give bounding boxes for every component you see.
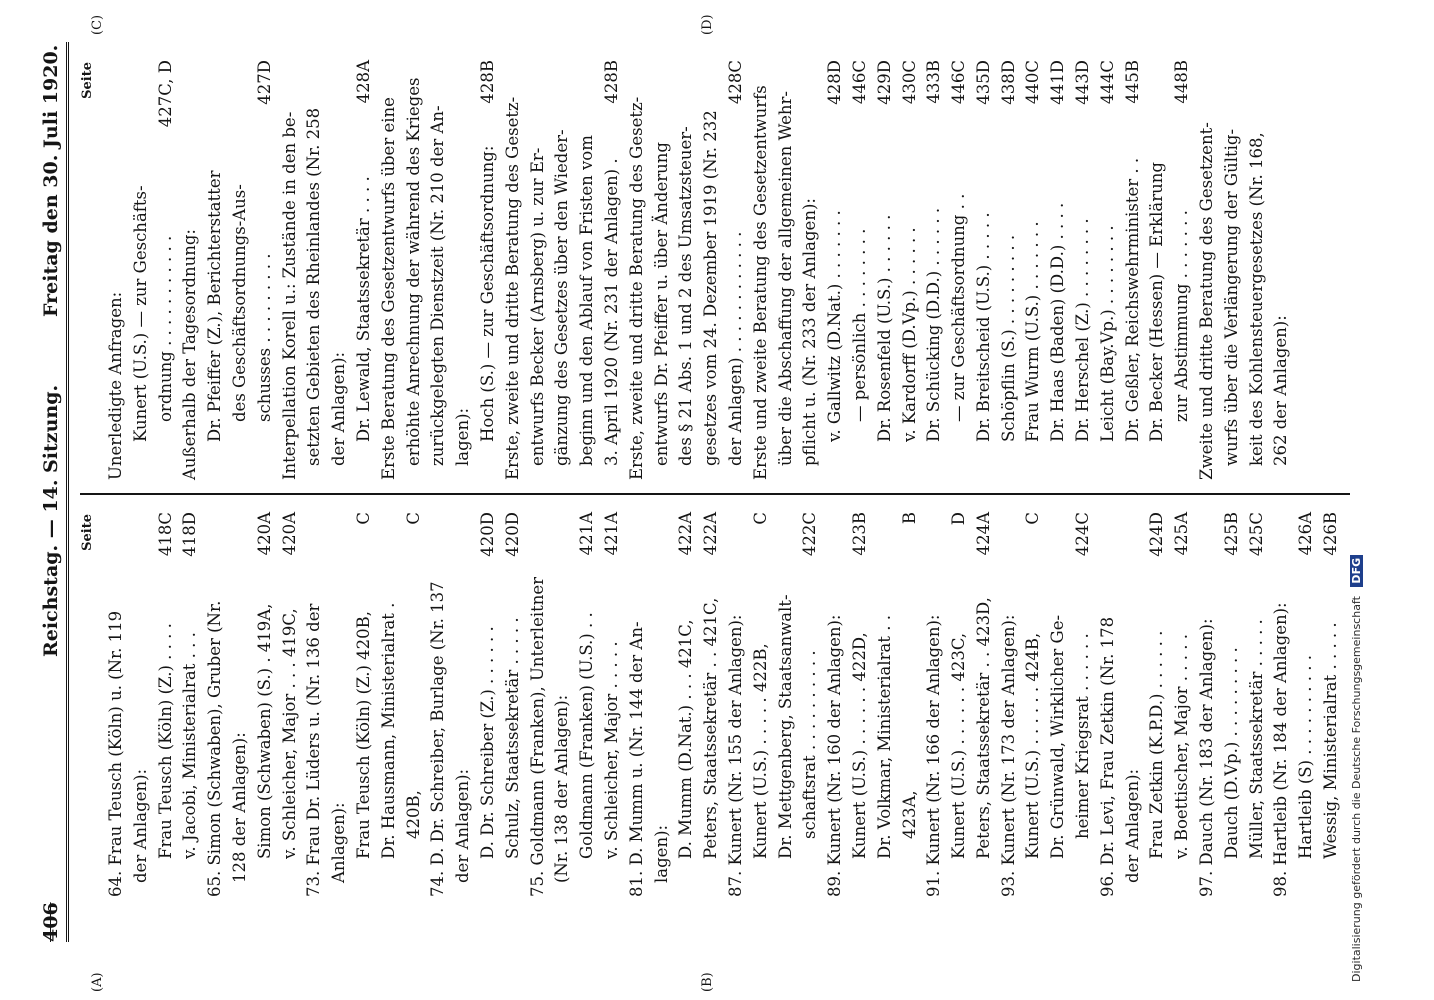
entry-page-ref: 420D [502,512,522,557]
index-entry [104,512,129,897]
entry-page-ref: 428B [601,60,621,104]
entry-text: 81. D. Mumm u. (Nr. 144 der An- [626,621,646,897]
index-entry [451,512,476,897]
entry-text: 97. Dauch (Nr. 183 der Anlagen): [1197,618,1217,897]
index-entry [650,60,675,480]
credit-text: Digitalisierung gefördert durch die Deutsche Forschungsgemeinschaft [1350,596,1363,982]
running-header [40,42,66,942]
index-entry [451,60,476,480]
entry-text: 89. Kunert (Nr. 160 der Anlagen): [825,614,845,897]
entry-text: — persönlich . . . . . . . . [849,228,869,422]
index-entry [352,60,377,480]
index-entry [1121,512,1146,897]
index-entry [873,512,898,897]
index-entry [526,512,551,897]
entry-text: Dauch (D.Vp.) . . . . . . . . . [1221,647,1241,859]
index-entry [1096,60,1121,480]
index-entry [278,512,303,897]
entry-text: der Anlagen): [329,351,349,466]
entry-text: Dr. Geßler, Reichswehrminister . . [1122,157,1142,442]
index-entry [278,60,303,480]
entry-text: keit des Kohlensteuergesetzes (Nr. 168, [1246,132,1266,466]
index-entry [947,512,972,897]
entry-text: des § 21 Abs. 1 und 2 des Umsatzsteuer- [676,126,696,466]
index-entry [1170,512,1195,897]
index-entry [377,512,402,897]
entry-text: 3. April 1920 (Nr. 231 der Anlagen) . [601,158,621,466]
entry-page-ref: 418C [155,512,175,557]
entry-page-ref: 440C [1023,60,1043,105]
entry-text: Dr. Rosenfeld (U.S.) . . . . . . [874,214,894,442]
index-entry [426,512,451,897]
entry-text: Frau Teusch (Köln) (Z.) 420B, [353,611,373,859]
entry-page-ref: 422C [800,512,820,557]
entry-text: Unerledigte Anfragen: [106,291,125,480]
seite-heading: Seite [80,62,95,99]
entry-text: Dr. Breitscheid (U.S.) . . . . . [973,212,993,442]
index-entry [1220,60,1245,480]
entry-page-ref: 420A [279,512,299,556]
index-entry [798,60,823,480]
seite-heading: Seite [80,514,95,551]
index-entry [327,60,352,480]
index-entry [129,60,154,480]
entry-text: der Anlagen): [1122,768,1142,883]
index-entry [774,60,799,480]
entry-page-ref: 430C [899,60,919,105]
entry-text: zurückgelegten Dienstzeit (Nr. 210 der An- [428,105,448,466]
entry-page-ref: 443D [1073,60,1093,105]
index-entry [1195,512,1220,897]
entry-text: Frau Wurm (U.S.) . . . . . . . [1023,221,1043,442]
index-entry [377,60,402,480]
entry-text: der Anlagen) . . . . . . . . . . . . [725,231,745,466]
index-entry [203,512,228,897]
index-entry [650,512,675,897]
index-entry [476,60,501,480]
entry-page-ref: C [750,512,770,525]
entry-page-ref: C [403,512,423,525]
index-entry [625,60,650,480]
entry-text: 75. Goldmann (Franken), Unterleitner [527,576,547,897]
entry-page-ref: 425A [1172,512,1192,556]
entry-page-ref: 424D [1147,512,1167,557]
entry-text: v. Gallwitz (D.Nat.) . . . . . . . [825,210,845,442]
index-entry [550,60,575,480]
entry-text: ordnung . . . . . . . . . . . [155,235,175,422]
entry-text: Dr. Grünwald, Wirklicher Ge- [1048,614,1068,859]
index-entry [724,512,749,897]
index-entry [1096,512,1121,897]
entry-text: Simon (Schwaben) (S.) . 419A, [254,603,274,859]
entry-page-ref: 424C [1073,512,1093,557]
index-entry [823,512,848,897]
entry-page-ref: 428D [825,60,845,105]
entry-text: Dr. Mettgenberg, Staatsanwalt- [775,594,795,859]
entry-text: Erste und zweite Beratung des Gesetzentwurfs [750,85,770,480]
entry-text: Erste, zweite und dritte Beratung des Gesetz- [502,96,522,480]
index-entry [1170,60,1195,480]
entry-page-ref: 424A [973,512,993,556]
entry-text: über die Abschaffung der allgemeinen Wehr- [775,91,795,466]
entry-text: beginn und den Ablauf von Fristen vom [577,135,597,466]
index-entry [228,60,253,480]
index-entry [922,512,947,897]
entry-text: Peters, Staatssekretär . . 423D, [973,597,993,859]
index-entry [997,512,1022,897]
entry-page-ref: 422A [701,512,721,556]
index-entry [749,512,774,897]
entry-text: Hoch (S.) — zur Geschäftsordnung: [477,145,497,442]
entry-text: Frau Teusch (Köln) (Z.) . . . . [155,623,175,859]
index-entry [302,512,327,897]
entry-text: Interpellation Korell u.: Zustände in den be- [279,111,299,480]
entry-text: 93. Kunert (Nr. 173 der Anlagen): [998,614,1018,897]
entry-page-ref: 418D [180,512,200,557]
entry-text: 64. Frau Teusch (Köln) u. (Nr. 119 [106,610,125,897]
entry-text: schaftsrat . . . . . . . . . . [800,650,820,839]
index-entry [253,512,278,897]
entry-text: v. Schleicher, Major . . . 419C, [279,608,299,859]
entry-text: 98. Hartleib (Nr. 184 der Anlagen): [1271,602,1291,897]
entry-text: Außerhalb der Tagesordnung: [180,229,200,480]
entry-page-ref: 426A [1296,512,1316,556]
index-entry [1245,512,1270,897]
entry-page-ref: 446C [849,60,869,105]
entry-page-ref: 438D [998,60,1018,105]
index-entry [550,512,575,897]
entry-text: Müller, Staatssekretär . . . . . [1246,619,1266,859]
entry-text: Schulz, Staatssekretär . . . . . [502,617,522,859]
index-entry [1319,512,1344,897]
index-entry [600,60,625,480]
index-entry [1269,60,1294,480]
entry-page-ref: 428C [725,60,745,105]
index-entry [625,512,650,897]
entry-page-ref: 420D [477,512,497,557]
header-rule [66,42,69,942]
digitization-credit [1350,22,1363,982]
entry-text: Erste, zweite und dritte Beratung des Gesetz- [626,96,646,480]
entry-text: 74. D. Dr. Schreiber, Burlage (Nr. 137 [428,581,448,897]
entry-text: Kunert (U.S.) . . . . . . 424B, [1023,632,1043,859]
entry-page-ref: 422A [676,512,696,556]
entry-text: D. Dr. Schreiber (Z.) . . . . . . [477,626,497,859]
index-entry [674,60,699,480]
entry-text: Leicht (Bay.Vp.) . . . . . . . . [1097,225,1117,442]
entry-text: Goldmann (Franken) (U.S.) . . [577,612,597,859]
entry-text: Dr. Lewald, Staatssekretär . . . . [353,176,373,442]
left-column [80,512,1344,897]
entry-text: Kunert (U.S.) . . . . . . 422D, [849,632,869,859]
index-entry [352,512,377,897]
entry-text: Anlagen): [329,802,349,883]
index-entry [1021,512,1046,897]
index-entry [873,60,898,480]
left-entries [104,512,1344,897]
entry-text: zur Abstimmung . . . . . . . [1172,210,1192,422]
entry-page-ref: 425B [1221,512,1241,556]
index-entry [402,60,427,480]
margin-mark-a: (A) [90,972,105,992]
right-column [80,60,1294,480]
index-entry [774,512,799,897]
index-entry [228,512,253,897]
entry-page-ref: 427C, D [155,60,175,128]
right-entries [104,60,1294,480]
entry-page-ref: 423B [849,512,869,556]
index-entry [972,512,997,897]
index-entry [526,60,551,480]
entry-text: Erste Beratung des Gesetzentwurfs über eine [378,97,398,480]
entry-text: Dr. Schücking (D.D.) . . . . . . [924,207,944,442]
entry-page-ref: 421A [601,512,621,556]
index-entry [1071,60,1096,480]
entry-page-ref: 421A [577,512,597,556]
entry-text: schusses . . . . . . . . . [254,253,274,422]
header-date: Freitag den 30. Juli 1920. [40,44,62,317]
entry-text: entwurfs Dr. Pfeiffer u. über Änderung [651,142,671,466]
index-entry [848,60,873,480]
entry-text: 65. Simon (Schwaben), Gruber (Nr. [205,600,225,897]
entry-page-ref: 428B [477,60,497,104]
index-entry [848,512,873,897]
index-entry [1121,60,1146,480]
entry-text: lagen): [453,407,473,466]
margin-mark-d: (D) [700,14,715,35]
entry-text: 87. Kunert (Nr. 155 der Anlagen): [725,614,745,897]
entry-text: (Nr. 138 der Anlagen): [552,694,572,883]
index-entry [104,60,129,480]
index-entry [1145,60,1170,480]
entry-text: 423A, [899,790,919,839]
entry-page-ref: 420A [254,512,274,556]
index-entry [253,60,278,480]
entry-text: 128 der Anlagen): [229,732,249,883]
entry-text: 262 der Anlagen): [1271,315,1291,466]
entry-text: D. Mumm (D.Nat.) . . . 421C, [676,619,696,859]
entry-text: Dr. Hausmann, Ministerialrat . [378,602,398,859]
dfg-logo: DFG [1350,555,1363,587]
index-entry [327,512,352,897]
entry-text: Dr. Becker (Hessen) — Erklärung [1147,162,1167,442]
index-entry [1195,60,1220,480]
index-entry [1021,60,1046,480]
entry-text: Schöpflin (S.) . . . . . . . . . [998,234,1018,442]
index-entry [997,60,1022,480]
entry-text: erhöhte Anrechnung der während des Krieges [403,77,423,466]
entry-page-ref: 448B [1172,60,1192,104]
index-entry [575,512,600,897]
index-entry [1294,512,1319,897]
index-entry [600,512,625,897]
index-entry [178,512,203,897]
entry-text: 91. Kunert (Nr. 166 der Anlagen): [924,614,944,897]
index-entry [426,60,451,480]
index-entry [972,60,997,480]
index-entry [203,60,228,480]
entry-text: Kunert (U.S.) — zur Geschäfts- [130,185,150,442]
entry-page-ref: B [899,512,919,525]
index-entry [302,60,327,480]
entry-text: Peters, Staatssekretär . . 421C, [701,597,721,859]
entry-page-ref: D [949,512,969,526]
entry-text: v. Schleicher, Major . . . . . [601,641,621,859]
entry-text: Wessig, Ministerialrat . . . . . [1321,622,1341,859]
entry-text: heimer Kriegsrat . . . . . . [1073,633,1093,839]
page-number: 406 [40,902,62,942]
entry-text: v. Boettischer, Major . . . . . [1172,634,1192,859]
entry-page-ref: 429D [874,60,894,105]
entry-text: gänzung des Gesetzes über den Wieder- [552,129,572,466]
entry-text: v. Jacobi, Ministerialrat . . . [180,632,200,859]
entry-text: v. Kardorff (D.Vp.) . . . . . . [899,227,919,442]
entry-text: — zur Geschäftsordnung . . [949,193,969,422]
index-entry [129,512,154,897]
entry-page-ref: 444C [1097,60,1117,105]
index-entry [898,512,923,897]
index-entry [749,60,774,480]
entry-page-ref: 446C [949,60,969,105]
entry-text: Zweite und dritte Beratung des Gesetzent- [1197,122,1217,480]
entry-page-ref: 427D [254,60,274,105]
entry-text: Kunert (U.S.) . . . . . 422B, [750,643,770,859]
entry-page-ref: 433B [924,60,944,104]
entry-page-ref: C [1023,512,1043,525]
index-entry [402,512,427,897]
index-entry [1071,512,1096,897]
entry-text: setzten Gebieten des Rheinlandes (Nr. 258 [304,107,324,466]
index-entry [922,60,947,480]
entry-text: Hartleib (S) . . . . . . . . . . [1296,655,1316,859]
index-entry [798,512,823,897]
index-entry [575,60,600,480]
index-entry [823,60,848,480]
entry-text: entwurfs Becker (Arnsberg) u. zur Er- [527,147,547,466]
entry-text: Dr. Haas (Baden) (D.D.) . . . . [1048,202,1068,442]
entry-text: pflicht u. (Nr. 233 der Anlagen): [800,198,820,466]
index-entry [1245,60,1270,480]
entry-text: lagen): [651,824,671,883]
index-entry [699,512,724,897]
index-entry [674,512,699,897]
index-entry [699,60,724,480]
entry-page-ref: 426B [1321,512,1341,556]
header-title: Reichstag. — 14. Sitzung. [40,384,62,657]
margin-mark-c: (C) [90,14,105,35]
entry-page-ref: C [353,512,373,525]
column-divider [80,493,1350,495]
index-entry [1046,512,1071,897]
entry-text: wurfs über die Verlängerung der Gültig- [1221,128,1241,466]
index-entry [947,60,972,480]
index-entry [898,60,923,480]
index-entry [154,60,179,480]
index-entry [1046,60,1071,480]
entry-text: der Anlagen): [130,768,150,883]
entry-text: Dr. Volkmar, Ministerialrat . . [874,614,894,859]
entry-page-ref: 441D [1048,60,1068,105]
index-entry [724,60,749,480]
entry-page-ref: 425C [1246,512,1266,557]
index-entry [476,512,501,897]
entry-page-ref: 435D [973,60,993,105]
margin-mark-b: (B) [700,972,715,992]
entry-page-ref: 445B [1122,60,1142,104]
index-entry [154,512,179,897]
index-entry [501,512,526,897]
index-entry [1269,512,1294,897]
entry-text: 96. Dr. Levi, Frau Zetkin (Nr. 178 [1097,616,1117,897]
entry-text: Dr. Herschel (Z.) . . . . . . . . [1073,218,1093,442]
entry-text: Frau Zetkin (K.P.D.) . . . . . . [1147,630,1167,859]
entry-text: Dr. Pfeiffer (Z.), Berichterstatter [205,170,225,442]
entry-text: gesetzes vom 24. Dezember 1919 (Nr. 232 [701,110,721,466]
entry-page-ref: 428A [353,60,373,104]
entry-text: der Anlagen): [453,768,473,883]
index-entry [1145,512,1170,897]
entry-text: des Geschäftsordnungs-Aus- [229,184,249,422]
entry-text: 73. Frau Dr. Lüders u. (Nr. 136 der [304,603,324,897]
index-entry [1220,512,1245,897]
entry-text: Kunert (U.S.) . . . . . . 423C, [949,632,969,859]
index-entry [501,60,526,480]
index-entry [178,60,203,480]
entry-text: 420B, [403,790,423,839]
